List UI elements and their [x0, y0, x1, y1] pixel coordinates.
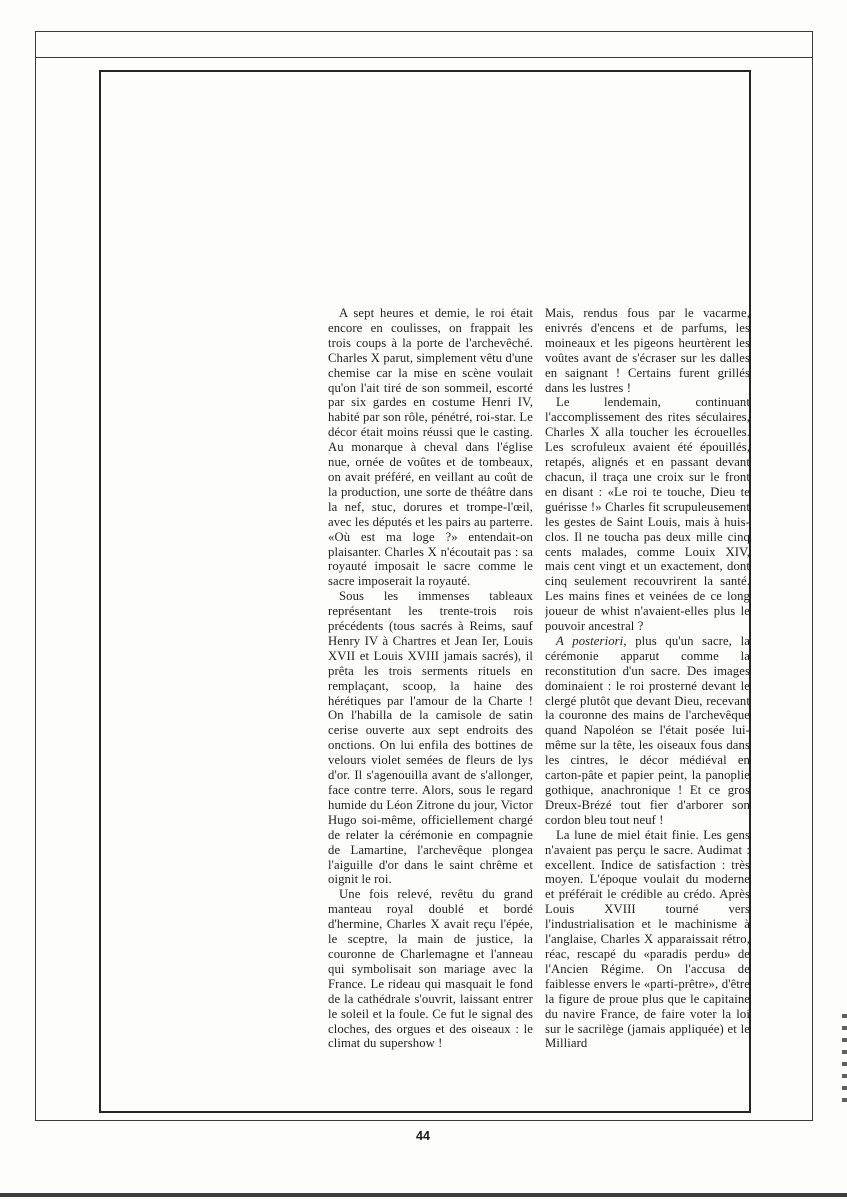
paragraph: Une fois relevé, revêtu du grand manteau royal doublé et bordé d'hermine, Charles X avait reçu l'épée, le sceptre, la main de justice, la couronne de Charlemagne et l'anneau qui symbolisait son mariage avec la France. Le rideau qui masquait le fond de la cathédrale s'ouvrit, laissant entrer le soleil et la foule. Ce fut le signal des cloches, des orgues et des oiseaux : le climat du supershow !: [328, 887, 533, 1051]
paragraph: Sous les immenses tableaux représentant les trente-trois rois précédents (tous sacrés à Reims, sauf Henry IV à Chartres et Jean Ier, Louis XVII et Louis XVIII jamais sacrés), il prêta les trois serments rituels en remplaçant, scoop, la haine des hérétiques par l'amour de la Charte ! On l'habilla de la camisole de satin cerise ouverte aux sept endroits des onctions. On lui enfila des bottines de velours violet semées de fleurs de lys d'or. Il s'agenouilla avant de s'allonger, face contre terre. Alors, sous le regard humide du Léon Zitrone du jour, Victor Hugo soi-même, officiellement chargé de relater la cérémonie en compagnie de Lamartine, l'archevêque plongea l'aiguille d'or dans le saint chrême et oignit le roi.: [328, 589, 533, 887]
italic-lead: A posteriori: [556, 633, 624, 648]
paragraph: La lune de miel était finie. Les gens n'avaient pas perçu le sacre. Audimat : excellent. Indice de satisfaction : très moyen. L'époque voulait du moderne et préférait le crédible au crédo. Après Louis XVIII tourné vers l'industrialisation et le machinisme à l'anglaise, Charles X apparaissait rétro, réac, rescapé du «paradis perdu» de l'Ancien Régime. On l'accusa de faiblesse envers le «parti-prêtre», d'être la figure de proue plus que le capitaine du navire France, de faire voter la loi sur le sacrilège (jamais appliquée) et le Milliard: [545, 827, 750, 1051]
text-column-left: [328, 306, 533, 1118]
paragraph: A sept heures et demie, le roi était encore en coulisses, on frappait les trois coups à la porte de l'archevêché. Charles X parut, simplement vêtu d'une chemise car la mise en scène voulait qu'on l'ait tiré de son sommeil, escorté par six gardes en costume Henri IV, habité par son rôle, pénétré, roi-star. Le décor était moins réussi que le casting. Au monarque à cheval dans l'église nue, ornée de voûtes et de tombeaux, on avait préféré, en veillant au coût de la production, une sorte de théâtre dans la nef, stuc, dorures et trompe-l'œil, avec les députés et les pairs au parterre. «Où est ma loge ?» entendait-on plaisanter. Charles X n'écoutait pas : sa royauté imposait le sacre comme le sacre imposerait la royauté.: [328, 306, 533, 589]
bottom-rule: [0, 1193, 847, 1197]
paragraph: Mais, rendus fous par le vacarme, enivrés d'encens et de parfums, les moineaux et les pigeons heurtèrent les voûtes avant de s'écraser sur les dalles en saignant ! Certains furent grillés dans les lustres !: [545, 306, 750, 395]
paragraph: Le lendemain, continuant l'accomplissement des rites séculaires, Charles X alla toucher les écrouelles. Les scrofuleux avaient été épouillés, retapés, alignés et en passant devant chacun, il traça une croix sur le front en disant : «Le roi te touche, Dieu te guérisse !» Charles fit scrupuleusement les gestes de Saint Louis, mais à huis-clos. Il ne toucha pas deux mille cinq cents malades, comme Louix XIV, mais cent vingt et un exactement, dont cinq seulement recouvrirent la santé. Les mains fines et veinées de ce long joueur de whist n'avaient-elles plus le pouvoir ancestral ?: [545, 395, 750, 634]
page-number: 44: [416, 1129, 430, 1143]
paragraph: A posteriori, plus qu'un sacre, la cérémonie apparut comme la reconstitution d'un sacre. Des images dominaient : le roi prosterné devant le clergé plutôt que devant Dieu, recevant la couronne des mains de l'archevêque quand Napoléon se l'était posée lui-même sur la tête, les oiseaux fous dans les cintres, le décor médiéval en carton-pâte et papier peint, la panoplie gothique, anachronique ! Et ce gros Dreux-Brézé tout fier d'arborer son cordon bleu tout neuf !: [545, 633, 750, 827]
header-band: [36, 32, 812, 58]
right-edge-marks: [842, 1014, 847, 1102]
text-column-right: [545, 306, 750, 1118]
